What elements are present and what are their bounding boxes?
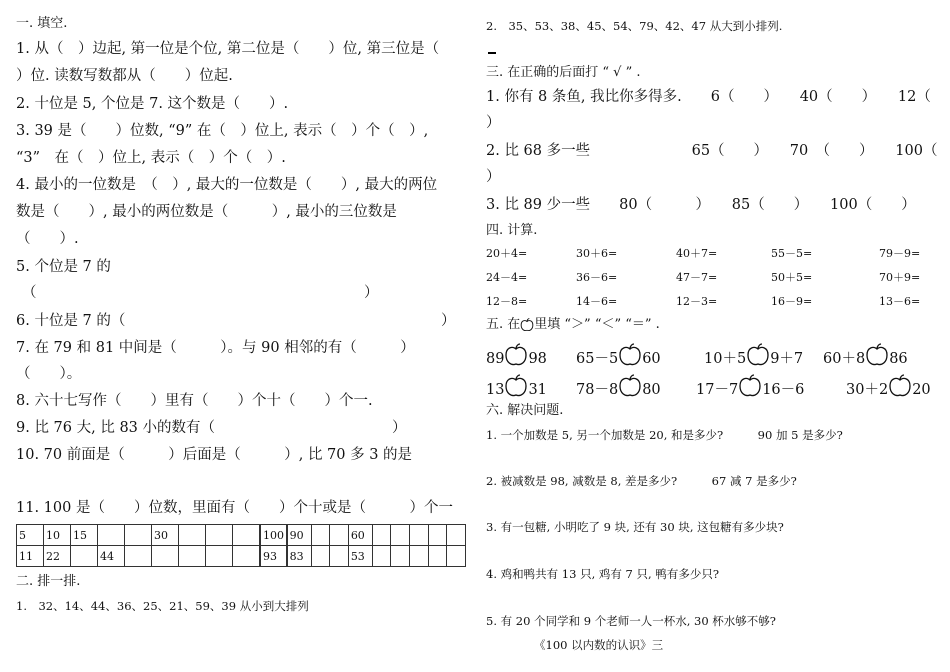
- calc-item: 16－9=: [771, 295, 813, 308]
- question-4-line-1: 4. 最小的一位数是 （ ）, 最大的一位数是（ ）, 最大的两位: [16, 177, 438, 193]
- section-5-title-suffix: 里填 “＞” “＜” “＝” .: [534, 317, 660, 332]
- apple-icon: [520, 318, 534, 332]
- comparison-item: [696, 374, 804, 403]
- question-11: 11. 100 是（ ）位数，里面有（ ）个十或是（ ）个一: [16, 500, 453, 516]
- section-3-title: 三. 在正确的后面打 “ √ ” .: [486, 65, 641, 80]
- grid-cell: 15: [71, 525, 98, 546]
- apple-answer-box-icon[interactable]: [746, 343, 770, 372]
- number-grid-2: [260, 524, 466, 567]
- problem-4: 4. 鸡和鸭共有 13 只, 鸡有 7 只, 鸭有多少只?: [486, 567, 719, 581]
- comparison-right: 31: [528, 382, 547, 398]
- comparison-left: 78－8: [576, 382, 619, 398]
- grid-cell: 30: [152, 525, 179, 546]
- grid-cell: 83: [287, 546, 311, 567]
- comparison-right: 80: [642, 382, 661, 398]
- grid-cell: 22: [44, 546, 71, 567]
- comparison-item: [704, 343, 803, 372]
- section-2-title: 二. 排一排.: [16, 574, 81, 589]
- grid-cell: [233, 546, 260, 567]
- comparison-right: 86: [889, 351, 908, 367]
- section-5-title-prefix: 五. 在: [486, 317, 521, 332]
- check-question-1-close: ）: [486, 115, 501, 131]
- section-6-title: 六. 解决问题.: [486, 403, 564, 418]
- comparison-item: [576, 374, 661, 403]
- question-7-line-1: 7. 在 79 和 81 中间是（ ）。与 90 相邻的有（ ）: [16, 340, 415, 356]
- grid-cell: [233, 525, 260, 546]
- section-4-title: 四. 计算.: [486, 223, 538, 238]
- apple-answer-box-icon[interactable]: [738, 374, 762, 403]
- grid-cell: 53: [348, 546, 372, 567]
- calc-item: 14－6=: [576, 295, 618, 308]
- grid-cell: [152, 546, 179, 567]
- comparison-item: [846, 374, 931, 403]
- comparison-right: 98: [528, 351, 547, 367]
- question-4-line-3: （ ）.: [16, 231, 79, 247]
- question-5-close-paren: ）: [364, 285, 379, 301]
- question-7-line-2: （ ）。: [16, 366, 82, 382]
- number-grid-1: [16, 524, 287, 567]
- section-5-title: [486, 316, 660, 334]
- sort-task-2: 2. 35、53、38、45、54、79、42、47 从大到小排列.: [486, 19, 783, 33]
- grid-row: [261, 525, 466, 546]
- grid-cell: [410, 546, 429, 567]
- grid-cell: [330, 525, 349, 546]
- calc-item: 13－6=: [879, 295, 921, 308]
- grid-cell: 100: [261, 525, 288, 546]
- comparison-item: [486, 374, 547, 403]
- comparison-left: 13: [486, 382, 505, 398]
- comparison-item: [576, 343, 661, 372]
- calc-item: 50＋5=: [771, 271, 813, 284]
- grid-cell: [125, 546, 152, 567]
- comparison-right: 20: [912, 382, 931, 398]
- check-question-2-close: ）: [486, 169, 501, 185]
- grid-cell: [125, 525, 152, 546]
- comparison-left: 30＋2: [846, 382, 889, 398]
- grid-cell: 90: [287, 525, 311, 546]
- comparison-left: 17－7: [696, 382, 739, 398]
- calc-item: 24－4=: [486, 271, 528, 284]
- problem-3: 3. 有一包糖, 小明吃了 9 块, 还有 30 块, 这包糖有多少块?: [486, 520, 784, 534]
- calc-item: 12－8=: [486, 295, 528, 308]
- dash-mark: [488, 52, 496, 54]
- comparison-right: 60: [642, 351, 661, 367]
- check-question-3: 3. 比 89 少一些 80（ ） 85（ ） 100（ ）: [486, 197, 916, 213]
- question-6-close-paren: ）: [441, 313, 456, 329]
- apple-answer-box-icon[interactable]: [618, 374, 642, 403]
- question-8: 8. 六十七写作（ ）里有（ ）个十（ ）个一.: [16, 393, 373, 409]
- question-3-line-1: 3. 39 是（ ）位数, “9” 在（ ）位上, 表示（ ）个（ ）,: [16, 123, 429, 139]
- apple-answer-box-icon[interactable]: [888, 374, 912, 403]
- question-3-line-2: “3” 在（ ）位上, 表示（ ）个（ ）.: [16, 150, 286, 166]
- grid-cell: 93: [261, 546, 288, 567]
- question-5-line-1: 5. 个位是 7 的: [16, 259, 111, 275]
- calc-item: 79－9=: [879, 247, 921, 260]
- comparison-item: [486, 343, 547, 372]
- grid-cell: [410, 525, 429, 546]
- grid-row: [261, 546, 466, 567]
- question-6: 6. 十位是 7 的（: [16, 313, 126, 329]
- grid-cell: [391, 546, 410, 567]
- grid-cell: [71, 546, 98, 567]
- comparison-item: [823, 343, 908, 372]
- apple-answer-box-icon[interactable]: [865, 343, 889, 372]
- calc-item: 20＋4=: [486, 247, 528, 260]
- grid-cell: [206, 546, 233, 567]
- comparison-left: 65－5: [576, 351, 619, 367]
- check-question-2: 2. 比 68 多一些 65（ ） 70 （ ） 100（: [486, 143, 938, 159]
- grid-cell: 11: [17, 546, 44, 567]
- question-9-close-paren: ）: [392, 420, 407, 436]
- calc-item: 55－5=: [771, 247, 813, 260]
- question-4-line-2: 数是（ ）, 最小的两位数是（ ）, 最小的三位数是: [16, 204, 397, 220]
- page-footer-title: 《100 以内数的认识》三: [534, 638, 664, 652]
- grid-cell: [428, 525, 447, 546]
- grid-cell: 60: [348, 525, 372, 546]
- calc-item: 47－7=: [676, 271, 718, 284]
- grid-cell: 44: [98, 546, 125, 567]
- grid-cell: [428, 546, 447, 567]
- grid-cell: [179, 525, 206, 546]
- apple-answer-box-icon[interactable]: [618, 343, 642, 372]
- comparison-left: 60＋8: [823, 351, 866, 367]
- apple-answer-box-icon[interactable]: [504, 343, 528, 372]
- question-2: 2. 十位是 5, 个位是 7. 这个数是（ ）.: [16, 96, 289, 112]
- problem-5: 5. 有 20 个同学和 9 个老师一人一杯水, 30 杯水够不够?: [486, 614, 776, 628]
- grid-cell: [179, 546, 206, 567]
- calc-item: 36－6=: [576, 271, 618, 284]
- question-1-line-2: ）位. 读数写数都从（ ）位起.: [16, 68, 233, 84]
- grid-cell: [311, 546, 330, 567]
- problem-2: 2. 被减数是 98, 减数是 8, 差是多少? 67 减 7 是多少?: [486, 474, 797, 488]
- check-question-1: 1. 你有 8 条鱼, 我比你多得多. 6（ ） 40（ ） 12（: [486, 89, 931, 105]
- grid-row: [17, 525, 287, 546]
- grid-cell: [98, 525, 125, 546]
- comparison-right: 16－6: [762, 382, 805, 398]
- problem-1: 1. 一个加数是 5, 另一个加数是 20, 和是多少? 90 加 5 是多少?: [486, 428, 843, 442]
- comparison-left: 10＋5: [704, 351, 747, 367]
- calc-item: 40＋7=: [676, 247, 718, 260]
- grid-cell: [330, 546, 349, 567]
- grid-cell: [372, 525, 391, 546]
- grid-cell: 10: [44, 525, 71, 546]
- calc-item: 12－3=: [676, 295, 718, 308]
- question-5-open-paren: （: [22, 285, 37, 301]
- grid-row: [17, 546, 287, 567]
- sort-task-1: 1. 32、14、44、36、25、21、59、39 从小到大排列: [16, 599, 309, 613]
- grid-cell: [391, 525, 410, 546]
- question-9: 9. 比 76 大, 比 83 小的数有（: [16, 420, 215, 436]
- comparison-left: 89: [486, 351, 505, 367]
- calc-item: 30＋6=: [576, 247, 618, 260]
- grid-cell: [447, 546, 466, 567]
- apple-answer-box-icon[interactable]: [504, 374, 528, 403]
- question-1-line-1: 1. 从（ ）边起, 第一位是个位, 第二位是（ ）位, 第三位是（: [16, 41, 440, 57]
- comparison-right: 9＋7: [770, 351, 804, 367]
- grid-cell: 5: [17, 525, 44, 546]
- calc-item: 70＋9=: [879, 271, 921, 284]
- grid-cell: [447, 525, 466, 546]
- question-10: 10. 70 前面是（ ）后面是（ ）, 比 70 多 3 的是: [16, 447, 413, 463]
- grid-cell: [206, 525, 233, 546]
- section-1-title: 一. 填空.: [16, 16, 68, 31]
- grid-cell: [311, 525, 330, 546]
- grid-cell: [372, 546, 391, 567]
